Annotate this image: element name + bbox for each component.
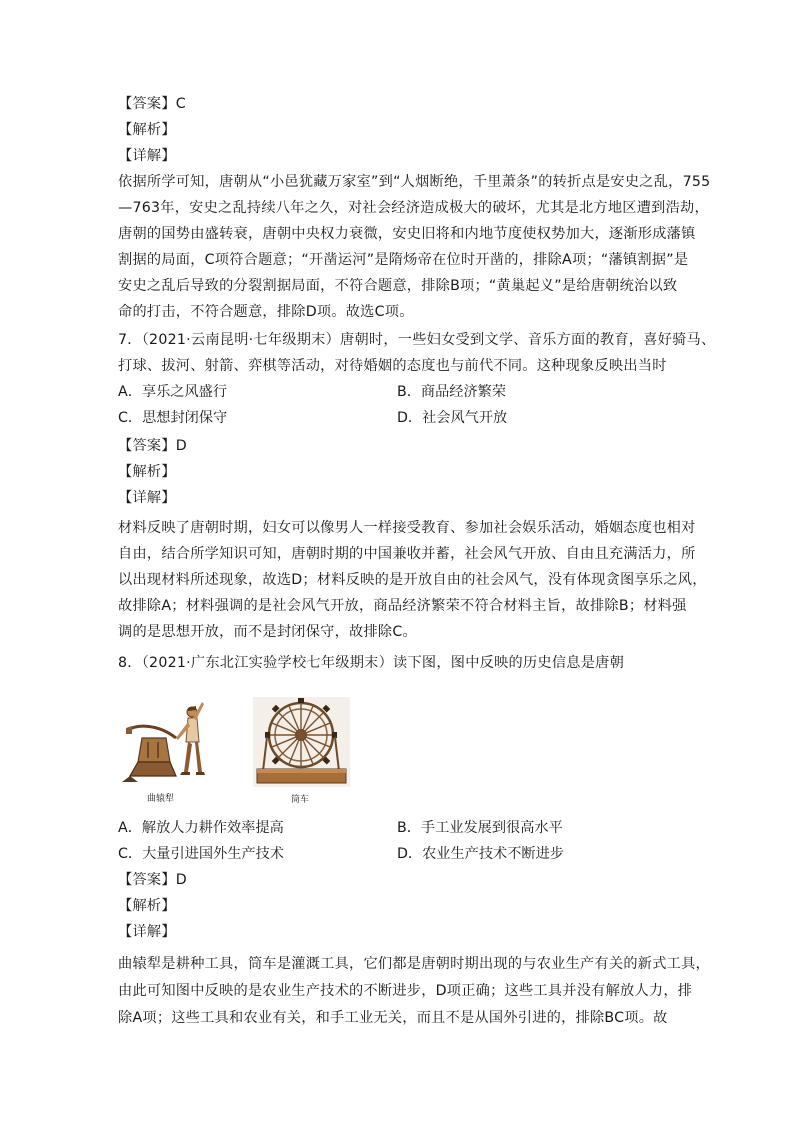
question-stem-q8: 8．（2021·广东北江实验学校七年级期末）读下图，图中反映的历史信息是唐朝 bbox=[118, 655, 625, 671]
explanation-line: 自由，结合所学知识可知，唐朝时期的中国兼收并蓄，社会风气开放、自由且充满活力，所 bbox=[118, 546, 696, 562]
explanation-line: 调的是思想开放，而不是封闭保守，故排除C。 bbox=[118, 624, 417, 640]
explanation-line: —763年，安史之乱持续八年之久，对社会经济造成极大的破坏，尤其是北方地区遭到浩劫， bbox=[118, 200, 709, 216]
explanation-line: 故排除A；材料强调的是社会风气开放，商品经济繁荣不符合材料主旨，故排除B；材料强 bbox=[118, 598, 687, 614]
analysis-label-q7: 【解析】 bbox=[118, 464, 176, 480]
explanation-line: 曲辕犁是耕种工具，筒车是灌溉工具，它们都是唐朝时期出现的与农业生产有关的新式工具， bbox=[118, 956, 710, 972]
option-b-q8: B．手工业发展到很高水平 bbox=[397, 820, 563, 836]
option-c-q7: C．思想封闭保守 bbox=[118, 410, 228, 426]
explanation-line: 材料反映了唐朝时期，妇女可以像男人一样接受教育、参加社会娱乐活动，婚姻态度也相对 bbox=[118, 520, 696, 536]
answer-label-q8: 【答案】D bbox=[118, 872, 187, 888]
figure-caption-plow: 曲辕犁 bbox=[147, 794, 175, 804]
detail-label-q8: 【详解】 bbox=[118, 924, 176, 940]
explanation-line: 命的打击，不符合题意，排除D项。故选C项。 bbox=[118, 304, 414, 320]
explanation-line: 唐朝的国势由盛转衰，唐朝中央权力衰微，安史旧将和内地节度使权势加大，逐渐形成藩镇 bbox=[118, 226, 696, 242]
analysis-label-q6: 【解析】 bbox=[118, 122, 176, 138]
explanation-line: 以出现材料所述现象，故选D；材料反映的是开放自由的社会风气，没有体现贪图享乐之风， bbox=[118, 572, 707, 588]
option-d-q7: D．社会风气开放 bbox=[397, 410, 508, 426]
question-stem-q7: 打球、拔河、射箭、弈棋等活动，对待婚姻的态度也与前代不同。这种现象反映出当时 bbox=[118, 358, 667, 374]
option-a-q8: A．解放人力耕作效率提高 bbox=[118, 820, 284, 836]
explanation-line: 安史之乱后导致的分裂割据局面，不符合题意，排除B项；“黄巢起义”是给唐朝统治以致 bbox=[118, 278, 678, 294]
explanation-line: 割据的局面，C项符合题意；“开凿运河”是隋炀帝在位时开凿的，排除A项；“藩镇割据”是 bbox=[118, 252, 689, 268]
explanation-line: 除A项；这些工具和农业有关，和手工业无关，而且不是从国外引进的，排除BC项。故 bbox=[118, 1010, 668, 1026]
question-stem-q7: 7．（2021·云南昆明·七年级期末）唐朝时，一些妇女受到文学、音乐方面的教育，喜好骑马、 bbox=[118, 332, 716, 348]
waterwheel-image bbox=[253, 697, 350, 787]
detail-label-q6: 【详解】 bbox=[118, 148, 176, 164]
answer-label-q7: 【答案】D bbox=[118, 438, 187, 454]
explanation-line: 由此可知图中反映的是农业生产技术的不断进步，D项正确；这些工具并没有解放人力，排 bbox=[118, 983, 693, 999]
answer-label-q6: 【答案】C bbox=[118, 96, 186, 112]
analysis-label-q8: 【解析】 bbox=[118, 898, 176, 914]
option-d-q8: D．农业生产技术不断进步 bbox=[397, 846, 564, 862]
figure-caption-waterwheel: 筒车 bbox=[291, 795, 310, 805]
curved-shaft-plow-image bbox=[118, 690, 218, 786]
option-b-q7: B．商品经济繁荣 bbox=[397, 384, 507, 400]
explanation-line: 依据所学可知，唐朝从“小邑犹藏万家室”到“人烟断绝，千里萧条”的转折点是安史之乱，755 bbox=[118, 174, 711, 190]
detail-label-q7: 【详解】 bbox=[118, 490, 176, 506]
option-a-q7: A．享乐之风盛行 bbox=[118, 384, 228, 400]
option-c-q8: C．大量引进国外生产技术 bbox=[118, 846, 284, 862]
